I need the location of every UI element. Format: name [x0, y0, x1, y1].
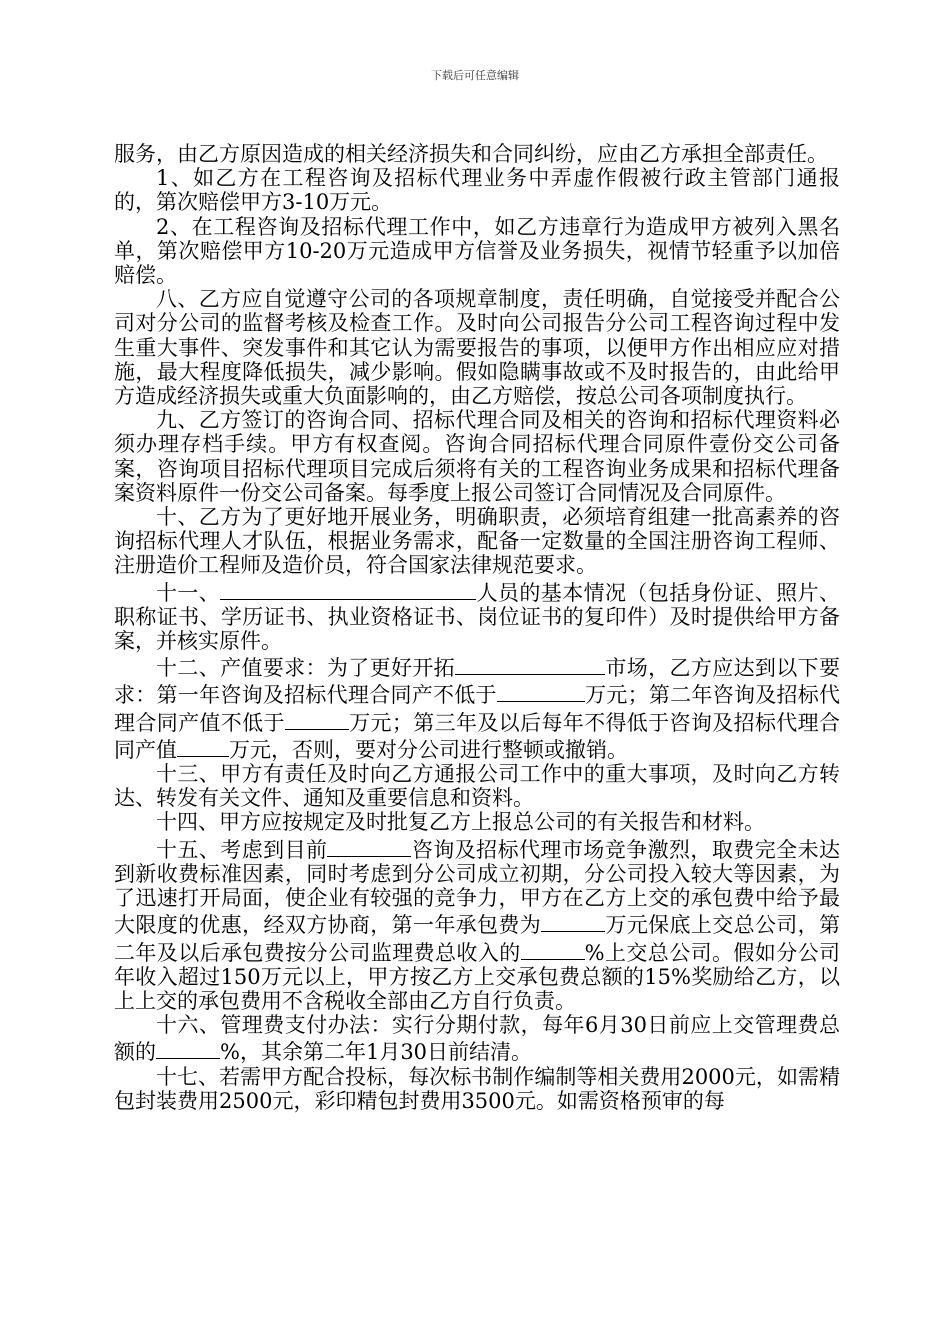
text-segment: 万元；第二年咨询及招标代理合同产值不低于	[114, 683, 841, 735]
text-segment: 十六、管理费支付办法：实行分期付款，每年6月30日前应上交管理费总额的	[114, 1013, 840, 1065]
paragraph-article-10: 十、乙方为了更好地开展业务，明确职责，必须培育组建一批高素养的咨询招标代理人才队伍，根据业务需求，配备一定数量的全国注册咨询工程师、注册造价工程师及造价员，符合国家法律规范要求。	[114, 505, 840, 578]
paragraph-clause-1: 1、如乙方在工程咨询及招标代理业务中弄虚作假被行政主管部门通报的，第次赔偿甲方3-10万元。	[114, 166, 840, 215]
fill-in-blank[interactable]	[220, 578, 476, 600]
paragraph-article-14: 十四、甲方应按规定及时批复乙方上报总公司的有关报告和材料。	[156, 810, 765, 835]
text-segment: 万元，否则，要对分公司进行整顿或撤销。	[229, 737, 628, 762]
text-segment: %，其余第二年1月30日前结清。	[220, 1040, 533, 1065]
paragraph-article-12	[114, 653, 840, 762]
fill-in-blank[interactable]	[455, 653, 605, 675]
text-segment: 十二、产值要求：为了更好开拓	[156, 656, 456, 681]
paragraph-article-13: 十三、甲方有责任及时向乙方通报公司工作中的重大事项，及时向乙方转达、转发有关文件、通知及重要信息和资料。	[114, 762, 840, 811]
fill-in-blank[interactable]	[285, 708, 349, 730]
paragraph-article-11	[114, 578, 840, 654]
paragraph-clause-2: 2、在工程咨询及招标代理工作中，如乙方违章行为造成甲方被列入黑名单，第次赔偿甲方10-20万元造成甲方信誉及业务损失，视情节轻重予以加倍赔偿。	[114, 214, 840, 288]
text-segment: 人员的基本情况（包括身份证、照片、职称证书、学历证书、执业资格证书、岗位证书的复印件）及时提供给甲方备案，并核实原件。	[114, 580, 841, 654]
fill-in-blank[interactable]	[177, 735, 229, 757]
text-segment: 万元保底上交总公司，第二年及以后承包费按分公司监理费总收入的	[114, 913, 841, 965]
text-segment: 十五、考虑到目前	[156, 837, 328, 862]
paragraph-article-15	[114, 835, 840, 1013]
fill-in-blank[interactable]	[497, 680, 585, 702]
paragraph-article-17: 十七、若需甲方配合投标，每次标书制作编制等相关费用2000元，如需精包封装费用2500元，彩印精包封费用3500元。如需资格预审的每	[114, 1064, 840, 1113]
paragraph-continuation: 服务，由乙方原因造成的相关经济损失和合同纠纷，应由乙方承担全部责任。	[114, 142, 828, 166]
text-segment: 万元；第三年及以后每年不得低于咨询及招标代理合同产值	[114, 710, 841, 762]
text-segment: %上交总公司。假如分公司年收入超过150万元以上，甲方按乙方上交承包费总额的15%奖励给乙方，以上上交的承包费用不含税收全部由乙方自行负责。	[114, 940, 841, 1013]
fill-in-blank[interactable]	[541, 910, 605, 932]
fill-in-blank[interactable]	[156, 1037, 220, 1059]
text-segment: 十一、	[156, 580, 221, 605]
paragraph-article-16	[114, 1013, 840, 1064]
text-segment: 咨询及招标代理市场竞争激烈，取费完全未达到新收费标准因素，同时考虑到分公司成立初期，分公司投入较大等因素，为了迅速打开局面，使企业有较强的竞争力，甲方在乙方上交的承包费中给予最大限度的优惠，经双方协商，第一年承包费为	[114, 837, 841, 938]
paragraph-article-9: 九、乙方签订的咨询合同、招标代理合同及相关的咨询和招标代理资料必须办理存档手续。甲方有权查阅。咨询合同招标代理合同原件壹份交公司备案，咨询项目招标代理项目完成后须将有关的工程咨询业务成果和招标代理备案资料原件一份交公司备案。每季度上报公司签订合同情况及合同原件。	[114, 408, 840, 505]
header-note: 下载后可任意编辑	[431, 69, 519, 82]
text-segment: 市场，乙方应达到以下要求：第一年咨询及招标代理合同产不低于	[114, 656, 841, 708]
document-body	[114, 142, 840, 1113]
fill-in-blank[interactable]	[521, 938, 585, 960]
paragraph-article-8: 八、乙方应自觉遵守公司的各项规章制度，责任明确，自觉接受并配合公司对分公司的监督考核及检查工作。及时向公司报告分公司工程咨询过程中发生重大事件、突发事件和其它认为需要报告的事项，以便甲方作出相应应对措施，最大程度降低损失，减少影响。假如隐瞒事故或不及时报告的，由此给甲方造成经济损失或重大负面影响的，由乙方赔偿，按总公司各项制度执行。	[114, 287, 840, 409]
fill-in-blank[interactable]	[327, 835, 411, 857]
